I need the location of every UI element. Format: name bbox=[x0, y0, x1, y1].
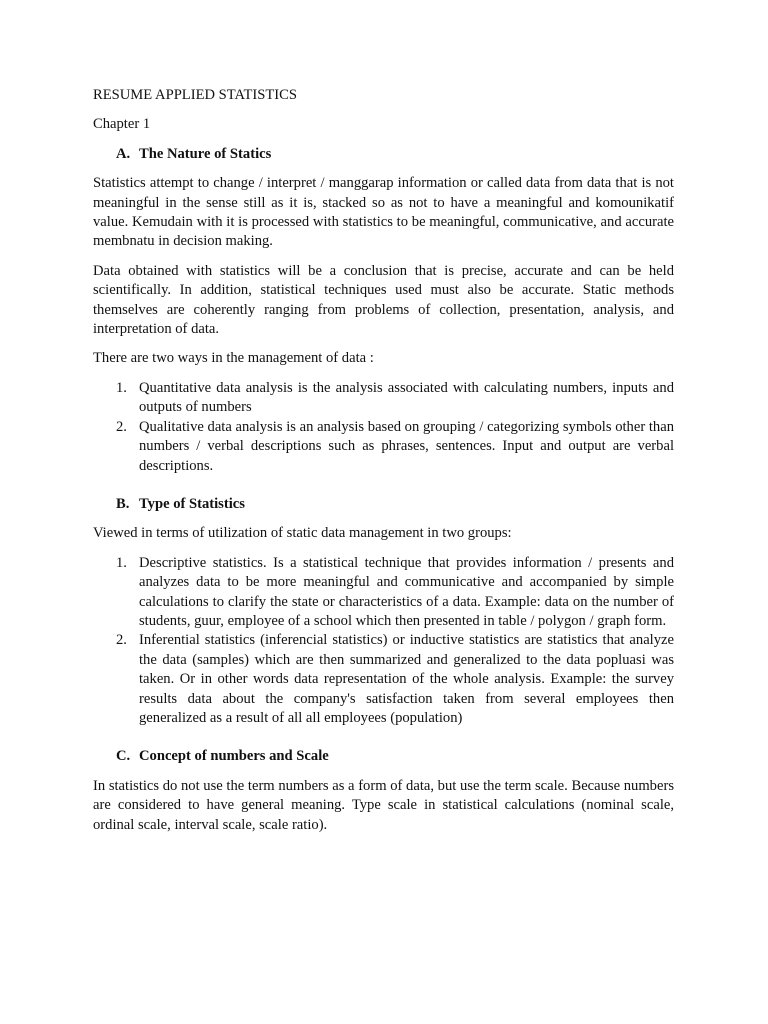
section-c-title: Concept of numbers and Scale bbox=[139, 748, 329, 765]
list-item-text: Qualitative data analysis is an analysis based on grouping / categorizing symbols other than numbers / verbal descriptions such as phrases, sentences. Input and output are verbal descriptions. bbox=[139, 418, 674, 474]
list-item-number: 1. bbox=[116, 379, 127, 396]
list-item-text: Inferential statistics (inferencial statistics) or inductive statistics are statistics that analyze the data (samples) which are then summarized and generalized to the data popluasi was taken. Or in other words data representation of the whole analysis. Example: the survey results data about the company's satisfaction taken from several employees then generalized as a result of all all employees (population) bbox=[139, 632, 674, 726]
section-a-title: The Nature of Statics bbox=[139, 145, 272, 162]
section-b-list bbox=[93, 554, 674, 729]
list-item bbox=[93, 631, 674, 728]
list-item-number: 2. bbox=[116, 632, 127, 649]
list-item-text: Quantitative data analysis is the analysis associated with calculating numbers, inputs and outputs of numbers bbox=[139, 379, 674, 416]
section-a-paragraph-2: Data obtained with statistics will be a conclusion that is precise, accurate and can be held scientifically. In addition, statistical techniques used must also be accurate. Static methods themselves are coherently ranging from problems of collection, presentation, analysis, and interpretation of data. bbox=[93, 262, 674, 338]
section-b-heading bbox=[116, 495, 674, 514]
list-item bbox=[93, 554, 674, 632]
section-b-title: Type of Statistics bbox=[139, 495, 245, 512]
list-item bbox=[93, 379, 674, 418]
list-item bbox=[93, 418, 674, 476]
section-spacer bbox=[93, 728, 674, 747]
section-spacer bbox=[93, 476, 674, 495]
section-a-paragraph-3: There are two ways in the management of data : bbox=[93, 350, 374, 367]
list-item-number: 2. bbox=[116, 418, 127, 435]
section-b-paragraph-1: Viewed in terms of utilization of static data management in two groups: bbox=[93, 525, 512, 542]
document-title: RESUME APPLIED STATISTICS bbox=[93, 87, 297, 103]
list-item-number: 1. bbox=[116, 554, 127, 571]
list-item-text: Descriptive statistics. Is a statistical technique that provides information / presents and analyzes data to be more meaningful and communicative and accompanied by simple calculations to clarify the state or characteristics of a data. Example: data on the number of students, guur, employee of a school which then presented in table / polygon / graph form. bbox=[139, 554, 674, 629]
chapter-label: Chapter 1 bbox=[93, 116, 151, 133]
section-c-paragraph-1: In statistics do not use the term numbers as a form of data, but use the term scale. Because numbers are considered to have general meaning. Type scale in statistical calculations (nominal scale, ordinal scale, interval scale, scale ratio). bbox=[93, 777, 674, 833]
section-a-paragraph-1: Statistics attempt to change / interpret / manggarap information or called data from data that is not meaningful in the sense still as it is, stacked so as not to have a meaningful and komounikatif value. Kemudain with it is processed with statistics to be meaningful, communicative, and accurate membnatu in decision making. bbox=[93, 175, 674, 250]
section-a-letter: A. bbox=[116, 145, 131, 162]
section-b-letter: B. bbox=[116, 495, 130, 512]
section-a-heading bbox=[116, 145, 674, 164]
section-c-heading bbox=[116, 747, 674, 766]
section-c-letter: C. bbox=[116, 748, 131, 765]
section-a-list bbox=[93, 379, 674, 476]
